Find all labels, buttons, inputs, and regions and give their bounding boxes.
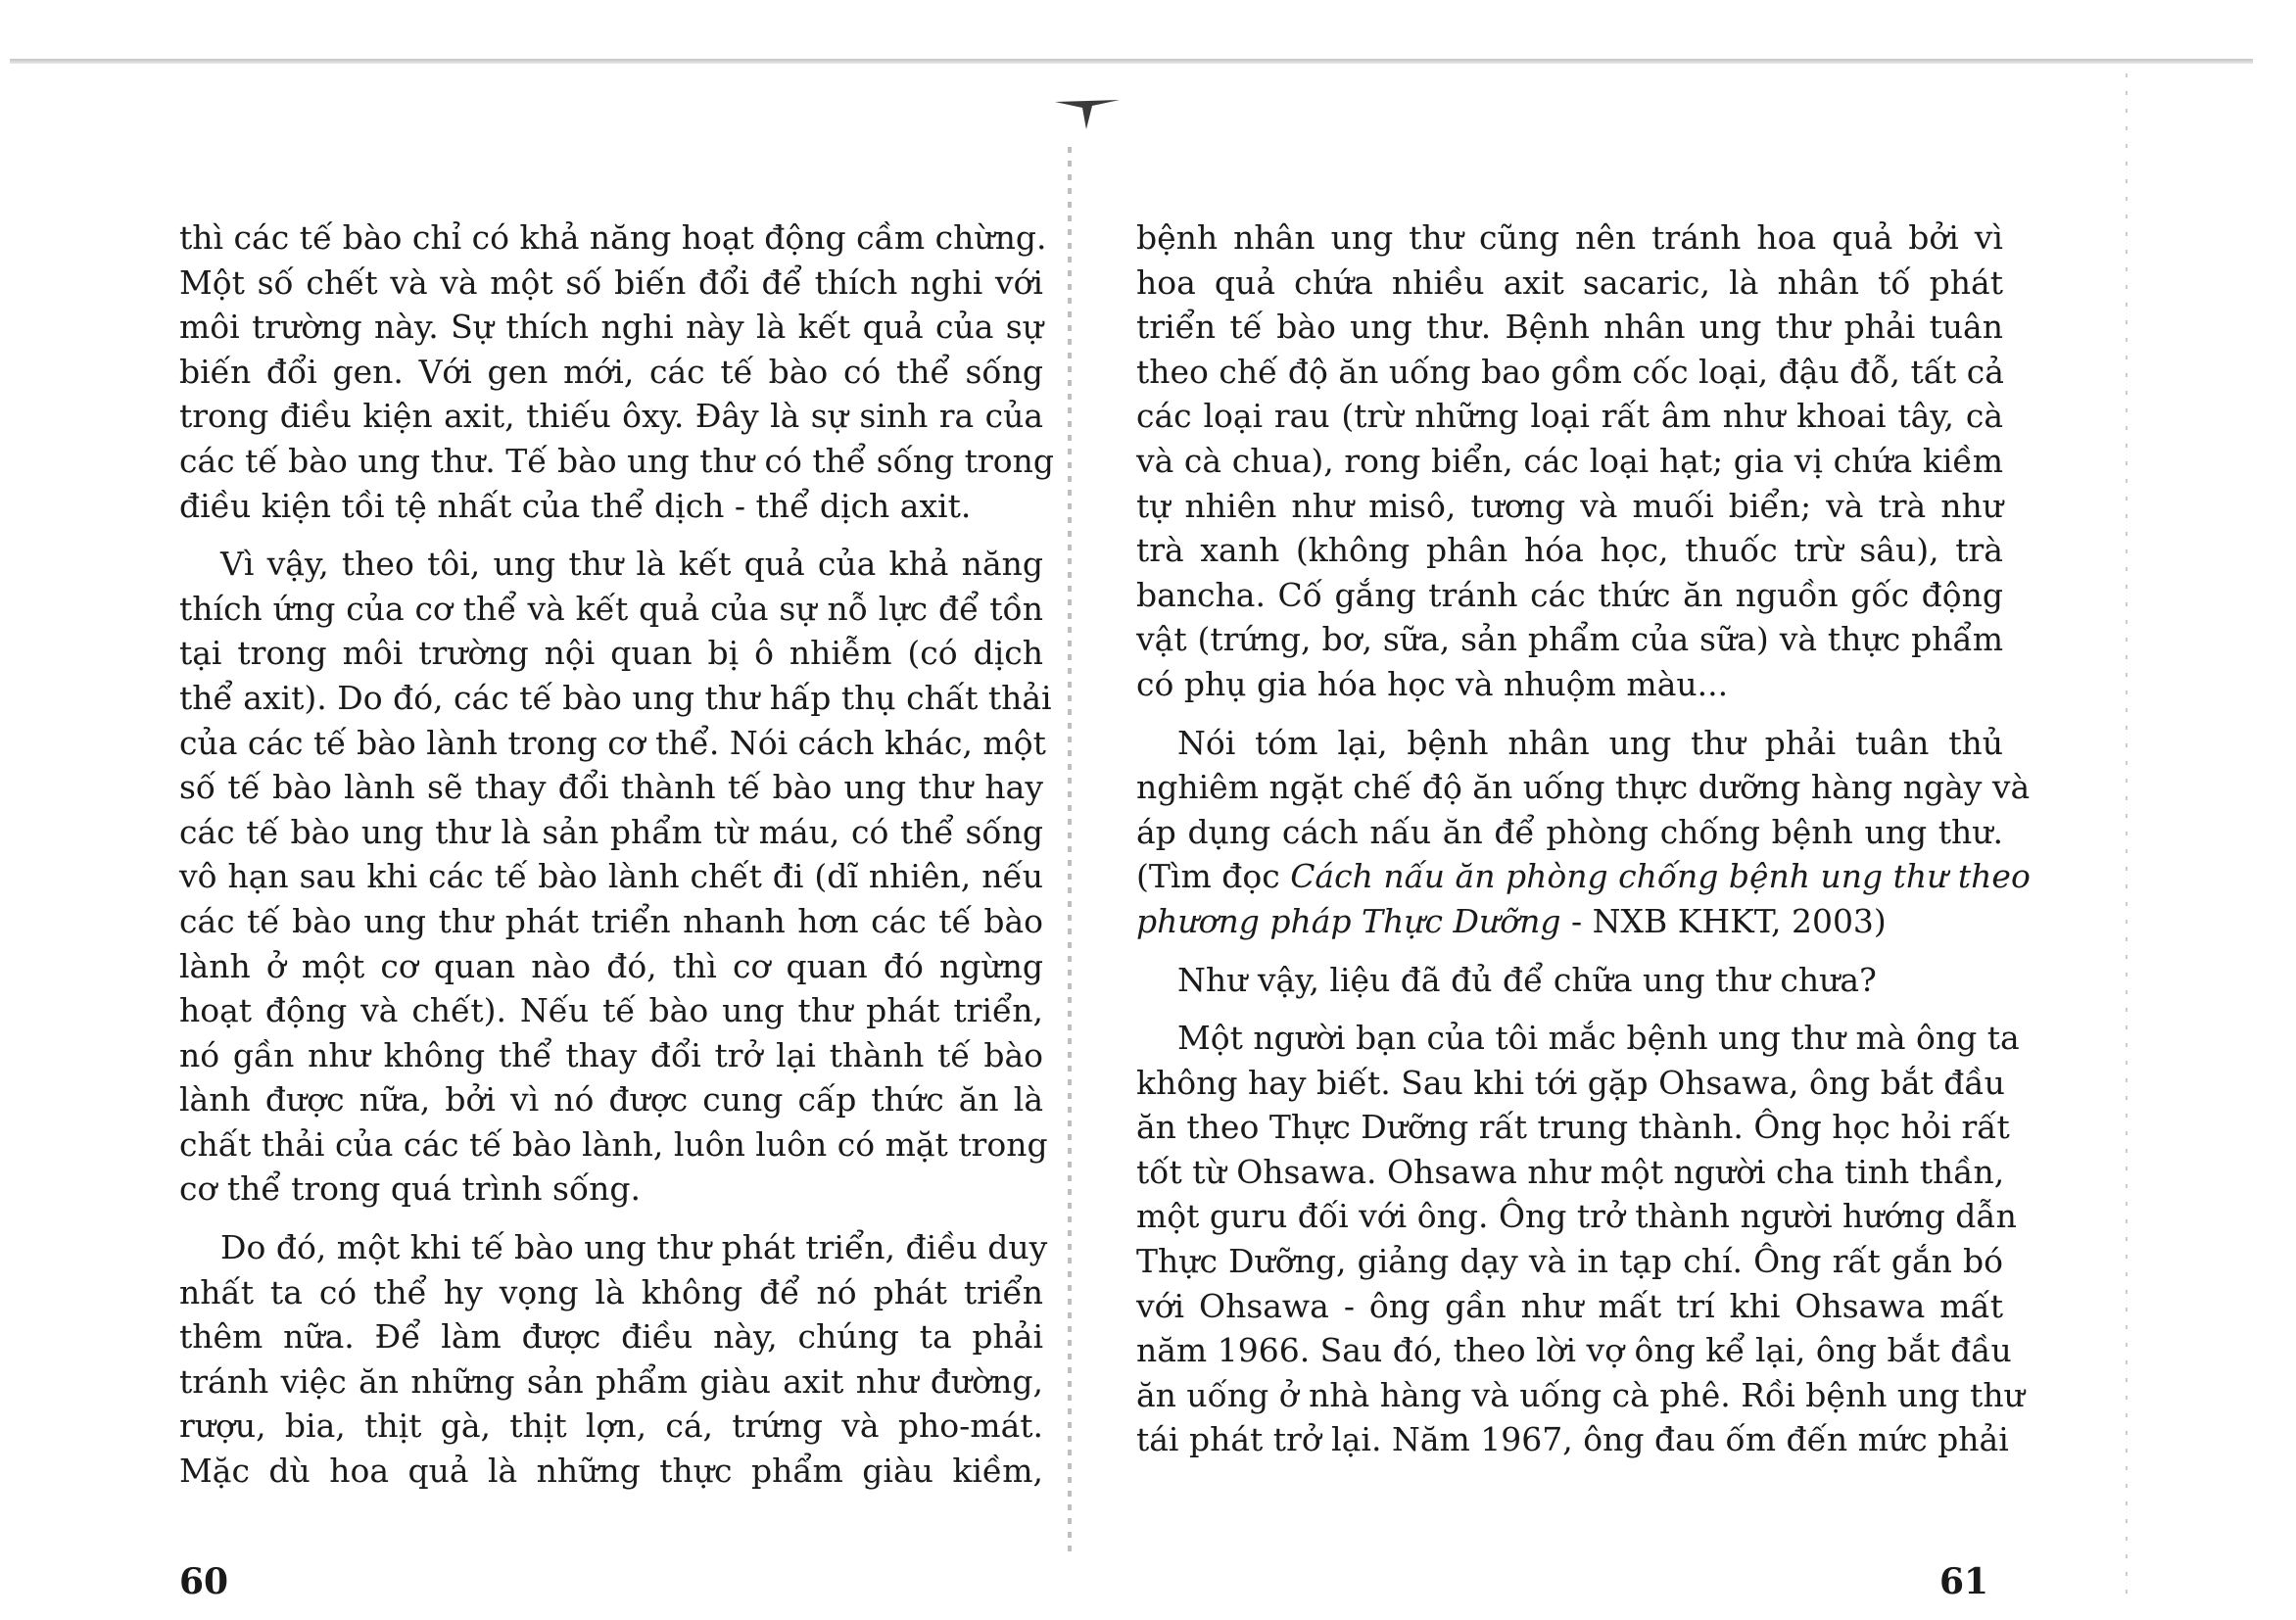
text-line: triển tế bào ung thư. Bệnh nhân ung thư phải tuân [1136, 308, 2003, 347]
left-paragraph-3 [179, 1225, 1048, 1494]
text-line: chất thải của các tế bào lành, luôn luôn có mặt trong [179, 1124, 1048, 1164]
text-line: hoa quả chứa nhiều axit sacaric, là nhân tố phát [1136, 262, 2003, 302]
text-line: tốt từ Ohsawa. Ohsawa như một người cha tinh thần, [1136, 1152, 2005, 1191]
text-line: số tế bào lành sẽ thay đổi thành tế bào ung thư hay [179, 768, 1043, 807]
text-line: cơ thể trong quá trình sống. [179, 1169, 642, 1209]
text-line: trà xanh (không phân hóa học, thuốc trừ sâu), trà [1136, 531, 2003, 570]
text-line: nó gần như không thể thay đổi trở lại thành tế bào [179, 1035, 1043, 1074]
text-line: Mặc dù hoa quả là những thực phẩm giàu kiềm, [179, 1452, 1043, 1491]
text-line: các tế bào ung thư là sản phẩm từ máu, có thể sống [179, 812, 1043, 851]
reference-title: phương pháp Thực Dưỡng [1136, 901, 1561, 940]
reference-suffix: - NXB KHKT, 2003) [1560, 901, 1887, 940]
right-page [1136, 215, 2031, 1476]
text-line: trong điều kiện axit, thiếu ôxy. Đây là sự sinh ra của [179, 397, 1043, 436]
reference-line [1136, 854, 2031, 899]
text-line: Một người bạn của tôi mắc bệnh ung thư mà ông ta [1177, 1019, 2020, 1058]
text-line: Thực Dưỡng, giảng dạy và in tạp chí. Ông rất gắn bó [1136, 1242, 2003, 1281]
text-line: ăn uống ở nhà hàng và uống cà phê. Rồi bệnh ung thư [1136, 1375, 2025, 1414]
text-line: thêm nữa. Để làm được điều này, chúng ta phải [179, 1317, 1043, 1357]
text-line: lành ở một cơ quan nào đó, thì cơ quan đó ngừng [179, 946, 1043, 985]
text-line: áp dụng cách nấu ăn để phòng chống bệnh ung thư. [1136, 812, 2003, 851]
page-edge-right [2126, 73, 2128, 1601]
reference-line [1136, 899, 2003, 944]
text-line: các tế bào ung thư. Tế bào ung thư có thể sống trong [179, 441, 1054, 480]
text-line: Do đó, một khi tế bào ung thư phát triển, điều duy [220, 1228, 1048, 1267]
text-line: vật (trứng, bơ, sữa, sản phẩm của sữa) và thực phẩm [1136, 620, 2003, 659]
text-line: Nói tóm lại, bệnh nhân ung thư phải tuân thủ [1177, 723, 2003, 762]
text-line: lành được nữa, bởi vì nó được cung cấp thức ăn là [179, 1080, 1043, 1120]
text-line: tự nhiên như misô, tương và muối biển; và trà như [1136, 486, 2003, 525]
text-line: thể axit). Do đó, các tế bào ung thư hấp thụ chất thải [179, 678, 1052, 717]
text-line: thích ứng của cơ thể và kết quả của sự nỗ lực để tồn [179, 589, 1043, 628]
text-line: bancha. Cố gắng tránh các thức ăn nguồn gốc động [1136, 575, 2003, 614]
text-line: các loại rau (trừ những loại rất âm như khoai tây, cà [1136, 397, 2003, 436]
text-line: theo chế độ ăn uống bao gồm cốc loại, đậu đỗ, tất cả [1136, 352, 2004, 391]
scan-edge-top [10, 59, 2253, 64]
text-line: các tế bào ung thư phát triển nhanh hơn các tế bào [179, 901, 1043, 940]
text-line: nhất ta có thể hy vọng là không để nó phát triển [179, 1272, 1043, 1311]
left-paragraph-2 [179, 542, 1052, 1212]
book-gutter [1068, 147, 1072, 1557]
gutter-ink-mark [1053, 98, 1122, 131]
text-line: ăn theo Thực Dưỡng rất trung thành. Ông học hỏi rất [1136, 1108, 2010, 1147]
right-paragraph-2 [1136, 721, 2031, 944]
left-paragraph-1 [179, 215, 1054, 528]
text-line: Như vậy, liệu đã đủ để chữa ung thư chưa? [1177, 960, 1877, 999]
reference-prefix: (Tìm đọc [1136, 857, 1291, 896]
text-line: với Ohsawa - ông gần như mất trí khi Ohsawa mất [1136, 1286, 2003, 1325]
text-line: rượu, bia, thịt gà, thịt lợn, cá, trứng và pho-mát. [179, 1406, 1043, 1446]
text-line: thì các tế bào chỉ có khả năng hoạt động cầm chừng. [179, 218, 1047, 257]
text-line: tránh việc ăn những sản phẩm giàu axit như đường, [179, 1361, 1043, 1401]
text-line: biến đổi gen. Với gen mới, các tế bào có thể sống [179, 352, 1043, 391]
right-paragraph-3 [1136, 958, 2003, 1003]
page-number-right: 61 [1939, 1561, 1989, 1602]
reference-title: Cách nấu ăn phòng chống bệnh ung thư theo [1290, 857, 2031, 896]
left-page [179, 215, 1054, 1507]
text-line: Vì vậy, theo tôi, ung thư là kết quả của khả năng [220, 545, 1043, 584]
text-line: môi trường này. Sự thích nghi này là kết quả của sự [179, 308, 1043, 347]
text-line: bệnh nhân ung thư cũng nên tránh hoa quả bởi vì [1136, 218, 2003, 257]
right-paragraph-4 [1136, 1016, 2025, 1462]
text-line: Một số chết và và một số biến đổi để thích nghi với [179, 262, 1043, 302]
text-line: tại trong môi trường nội quan bị ô nhiễm (có dịch [179, 634, 1043, 673]
text-line: điều kiện tồi tệ nhất của thể dịch - thể dịch axit. [179, 486, 972, 525]
text-line: một guru đối với ông. Ông trở thành người hướng dẫn [1136, 1197, 2017, 1236]
text-line: không hay biết. Sau khi tới gặp Ohsawa, ông bắt đầu [1136, 1063, 2005, 1102]
text-line: hoạt động và chết). Nếu tế bào ung thư phát triển, [179, 991, 1043, 1030]
right-paragraph-1 [1136, 215, 2003, 707]
text-line: nghiêm ngặt chế độ ăn uống thực dưỡng hàng ngày và [1136, 768, 2031, 807]
text-line: tái phát trở lại. Năm 1967, ông đau ốm đến mức phải [1136, 1420, 2009, 1459]
text-line: năm 1966. Sau đó, theo lời vợ ông kể lại, ông bắt đầu [1136, 1331, 2012, 1370]
text-line: vô hạn sau khi các tế bào lành chết đi (dĩ nhiên, nếu [179, 857, 1043, 896]
text-line: và cà chua), rong biển, các loại hạt; gia vị chứa kiềm [1136, 441, 2003, 480]
text-line: có phụ gia hóa học và nhuộm màu... [1136, 664, 1729, 703]
text-line: của các tế bào lành trong cơ thể. Nói cách khác, một [179, 723, 1046, 762]
page-number-left: 60 [179, 1561, 229, 1602]
